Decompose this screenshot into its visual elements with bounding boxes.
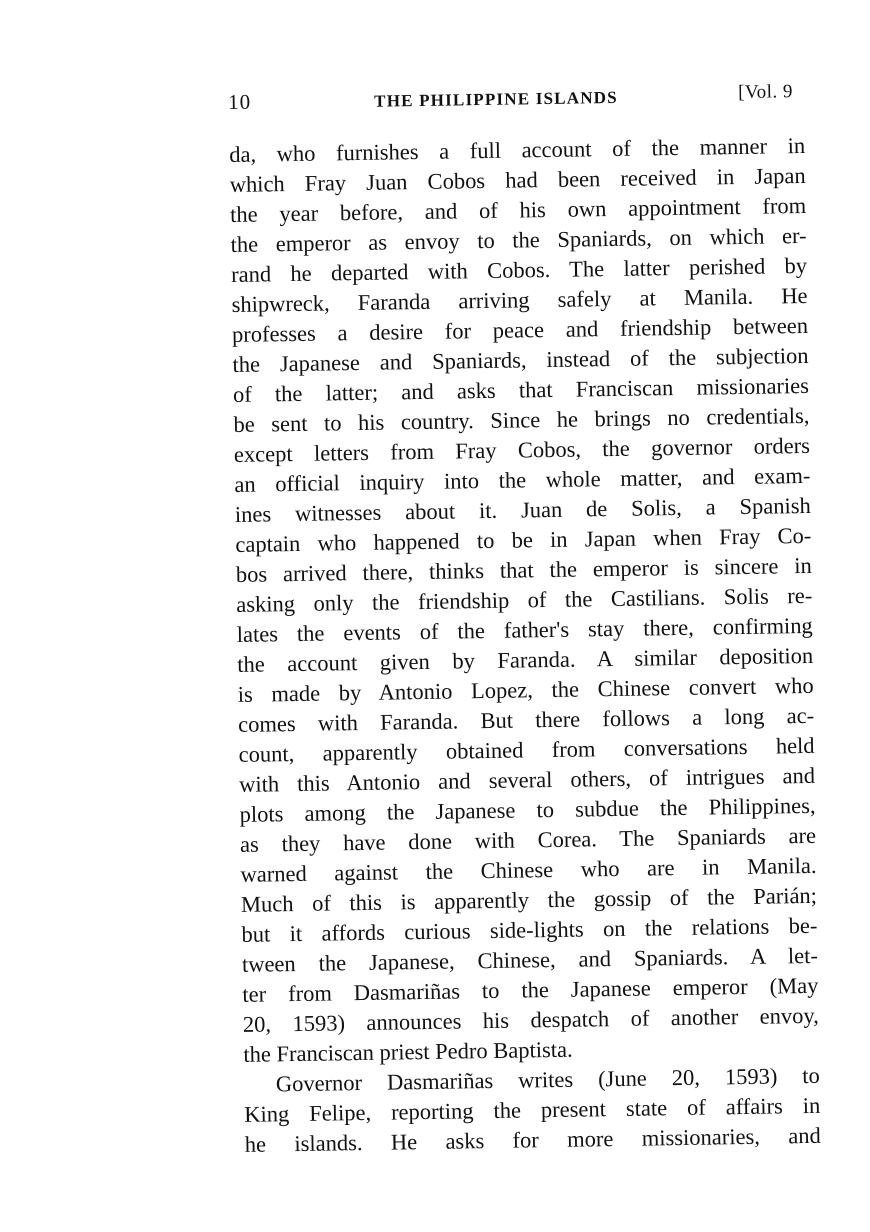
text-line: professes a desire for peace and friendship between xyxy=(231,312,809,347)
text-line: plots among the Japanese to subdue the Philippines, xyxy=(239,792,816,827)
text-line: the Japanese and Spaniards, instead of the subjection xyxy=(232,342,809,377)
text-line: bos arrived there, thinks that the emperor is sincere in xyxy=(235,552,812,587)
text-line: the Franciscan priest Pedro Baptista. xyxy=(243,1036,573,1067)
text-line: tween the Japanese, Chinese, and Spaniards. A let- xyxy=(241,942,819,977)
text-line: ter from Dasmariñas to the Japanese emperor (May xyxy=(242,972,819,1007)
text-line: shipwreck, Faranda arriving safely at Manila. He xyxy=(231,282,808,317)
text-line: he islands. He asks for more missionaries, and xyxy=(244,1122,821,1157)
text-line: the year before, and of his own appointment from xyxy=(229,192,807,227)
text-line: which Fray Juan Cobos had been received in Japan xyxy=(229,162,806,197)
text-line: da, who furnishes a full account of the manner in xyxy=(229,132,806,167)
volume-label: [Vol. 9 xyxy=(737,81,794,103)
text-line: ines witnesses about it. Juan de Solis, a Spanish xyxy=(234,492,812,527)
body-text xyxy=(229,131,845,1160)
text-line: of the latter; and asks that Franciscan missionaries xyxy=(232,372,810,407)
text-line: rand he departed with Cobos. The latter perished by xyxy=(230,252,808,287)
paragraph-start-line: Governor Dasmariñas writes (June 20, 1593) to xyxy=(275,1062,820,1097)
text-line: asking only the friendship of the Castilians. Solis re- xyxy=(236,582,813,617)
text-line: except letters from Fray Cobos, the governor orders xyxy=(233,432,811,467)
text-line: warned against the Chinese who are in Manila. xyxy=(240,852,817,887)
text-line: comes with Faranda. But there follows a long ac- xyxy=(237,702,815,737)
running-title: THE PHILIPPINE ISLANDS xyxy=(374,87,619,111)
text-line: King Felipe, reporting the present state of affairs in xyxy=(244,1092,821,1127)
text-line: the emperor as envoy to the Spaniards, on which er- xyxy=(230,222,807,257)
text-line: but it affords curious side-lights on the relations be- xyxy=(241,912,818,947)
text-line: 20, 1593) announces his despatch of another envoy, xyxy=(242,1002,820,1037)
text-line: as they have done with Corea. The Spaniards are xyxy=(239,822,817,857)
text-line: with this Antonio and several others, of intrigues and xyxy=(238,762,816,797)
text-line: lates the events of the father's stay there, confirming xyxy=(236,612,813,647)
page-header xyxy=(228,81,809,130)
page-number: 10 xyxy=(228,89,252,114)
text-line: be sent to his country. Since he brings no credentials, xyxy=(233,402,810,437)
text-line: the account given by Faranda. A similar deposition xyxy=(237,642,814,677)
text-line: Much of this is apparently the gossip of the Parián; xyxy=(240,882,818,917)
text-line: is made by Antonio Lopez, the Chinese convert who xyxy=(237,672,814,707)
text-line: captain who happened to be in Japan when Fray Co- xyxy=(235,522,812,557)
text-line: an official inquiry into the whole matter, and exam- xyxy=(234,462,811,497)
text-line: count, apparently obtained from conversations held xyxy=(238,732,815,767)
